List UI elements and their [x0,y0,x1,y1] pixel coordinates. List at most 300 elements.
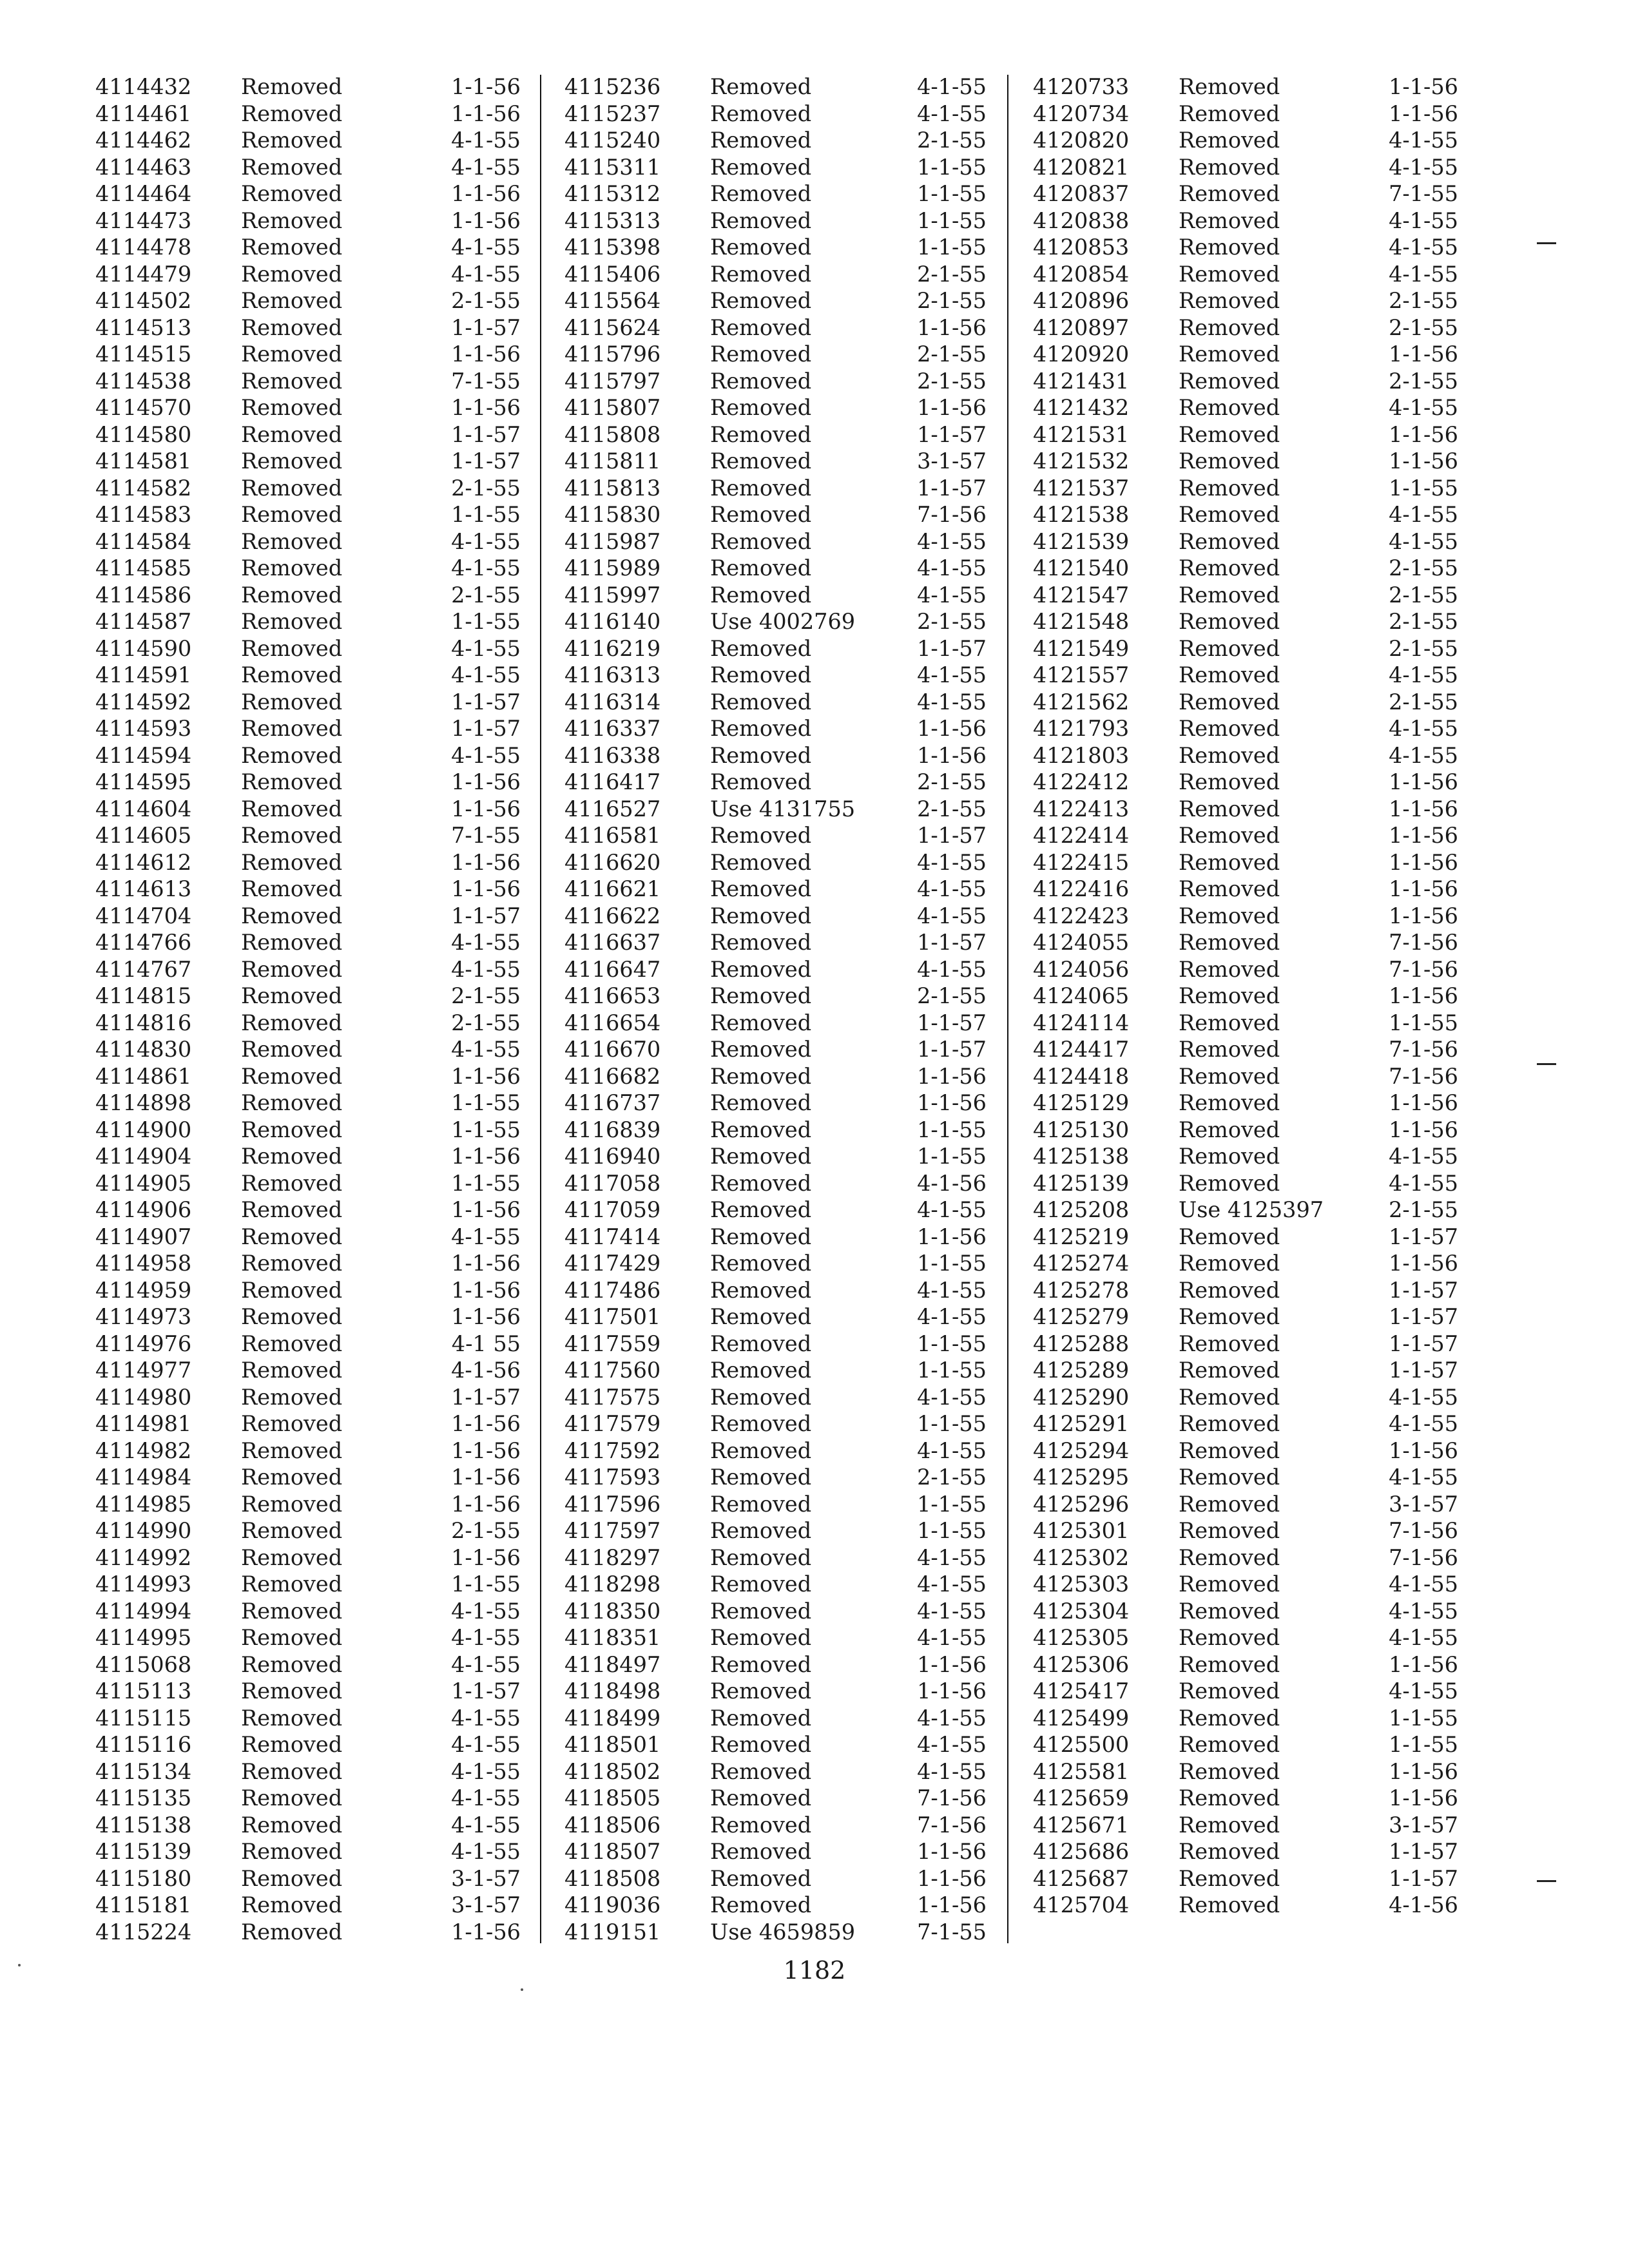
status: Use 4131755 [710,796,856,822]
effective-date: 7-1-56 [1389,1518,1458,1543]
list-row [1033,635,1458,662]
part-number: 4122416 [1033,876,1130,901]
part-number: 4114977 [95,1358,192,1383]
effective-date: 1-1-55 [917,1251,987,1276]
effective-date: 1-1-55 [451,1090,521,1115]
part-number: 4114591 [95,662,192,687]
part-number: 4125290 [1033,1384,1130,1410]
status: Removed [241,475,343,501]
list-row [1033,261,1458,288]
effective-date: 4-1-55 [917,101,987,126]
effective-date: 4-1-55 [451,1732,521,1757]
part-number: 4115237 [564,101,661,126]
list-row [95,1705,521,1732]
part-number: 4120820 [1033,128,1130,153]
status: Removed [241,101,343,126]
list-row [564,1812,987,1839]
list-row [1033,1224,1458,1251]
part-number: 4114990 [95,1518,192,1543]
status: Removed [1179,635,1280,661]
status: Removed [1179,742,1280,768]
list-row [95,394,521,421]
part-number: 4115624 [564,314,661,340]
part-number: 4114432 [95,74,192,99]
list-row [564,983,987,1010]
part-number: 4115224 [95,1919,192,1945]
part-number: 4117560 [564,1358,661,1383]
effective-date: 1-1-57 [451,314,521,340]
effective-date: 4-1-55 [1389,207,1458,233]
status: Removed [1179,181,1280,206]
part-number: 4118506 [564,1812,661,1838]
effective-date: 1-1-57 [451,1384,521,1410]
list-row [95,1464,521,1491]
part-number: 4114982 [95,1437,192,1463]
status: Removed [710,1063,812,1089]
status: Removed [1179,1170,1280,1196]
status: Removed [710,475,812,501]
status: Removed [710,716,812,741]
status: Removed [1179,528,1280,554]
status: Removed [710,1518,812,1543]
effective-date: 1-1-56 [1389,1758,1458,1784]
status: Removed [1179,1812,1280,1838]
part-number: 4115312 [564,181,661,206]
list-row [564,261,987,288]
effective-date: 2-1-55 [917,1465,987,1490]
part-number: 4114594 [95,742,192,768]
effective-date: 4-1-55 [917,1544,987,1570]
status: Removed [241,742,343,768]
effective-date: 4-1-55 [451,1785,521,1811]
status: Removed [241,74,343,99]
status: Removed [241,849,343,875]
list-row [564,1517,987,1544]
effective-date: 1-1-56 [917,395,987,420]
part-number: 4125499 [1033,1705,1130,1731]
status: Removed [241,1785,343,1811]
list-row [1033,1010,1458,1037]
effective-date: 1-1-56 [451,1277,521,1303]
effective-date: 1-1-56 [451,181,521,206]
status: Removed [241,1170,343,1196]
part-number: 4115181 [95,1892,192,1917]
status: Removed [710,1304,812,1329]
list-row [95,341,521,368]
status: Removed [241,1411,343,1436]
list-row [95,1170,521,1197]
part-number: 4116621 [564,876,661,901]
part-number: 4125704 [1033,1892,1130,1917]
list-row [1033,1117,1458,1144]
list-row [95,1010,521,1037]
status: Removed [1179,1010,1280,1035]
part-number: 4115796 [564,341,661,367]
list-row [95,1090,521,1117]
effective-date: 4-1-55 [917,528,987,554]
effective-date: 1-1-57 [917,635,987,661]
list-row [95,1063,521,1090]
status: Removed [1179,1144,1280,1169]
effective-date: 2-1-55 [917,261,987,287]
effective-date: 1-1-56 [451,395,521,420]
status: Removed [1179,1224,1280,1249]
list-row [1033,234,1458,261]
list-row [95,528,521,555]
status: Removed [241,1437,343,1463]
effective-date: 1-1-55 [917,235,987,260]
status: Removed [241,1037,343,1062]
list-row [95,234,521,261]
status: Removed [710,930,812,955]
list-row [95,1357,521,1384]
effective-date: 2-1-55 [917,983,987,1008]
list-row [95,822,521,849]
part-number: 4125305 [1033,1625,1130,1650]
part-number: 4125687 [1033,1865,1130,1891]
list-row [564,314,987,341]
effective-date: 4-1-55 [917,689,987,715]
part-number: 4114973 [95,1304,192,1329]
list-row [564,501,987,528]
list-row [1033,528,1458,555]
list-row [1033,475,1458,502]
list-row [1033,903,1458,930]
effective-date: 1-1-56 [451,796,521,822]
effective-date: 1-1-57 [451,716,521,741]
effective-date: 1-1-56 [451,1437,521,1463]
effective-date: 4-1-55 [917,662,987,687]
part-number: 4118497 [564,1651,661,1677]
effective-date: 4-1-55 [451,1625,521,1650]
status: Removed [710,368,812,394]
list-row [1033,1410,1458,1437]
part-number: 4117597 [564,1518,661,1543]
effective-date: 1-1-55 [917,154,987,180]
part-number: 4125581 [1033,1758,1130,1784]
status: Removed [710,876,812,901]
effective-date: 1-1-55 [917,181,987,206]
effective-date: 1-1-57 [917,930,987,955]
status: Removed [241,1304,343,1329]
effective-date: 4-1-55 [1389,1598,1458,1624]
effective-date: 1-1-56 [1389,769,1458,794]
status: Removed [241,1277,343,1303]
list-row [1033,154,1458,181]
list-row [95,1571,521,1598]
list-row [95,1919,521,1946]
effective-date: 2-1-55 [917,368,987,394]
status: Removed [241,448,343,474]
effective-date: 1-1-55 [1389,1705,1458,1731]
status: Removed [1179,368,1280,394]
part-number: 4114898 [95,1090,192,1115]
status: Removed [710,421,812,447]
effective-date: 1-1-56 [451,1544,521,1570]
list-row [95,555,521,582]
part-number: 4124418 [1033,1063,1130,1089]
scan-speck [521,1988,523,1991]
status: Removed [241,689,343,715]
part-number: 4117593 [564,1465,661,1490]
effective-date: 4-1-55 [917,1197,987,1222]
status: Removed [710,74,812,99]
status: Removed [710,1010,812,1035]
part-number: 4114461 [95,101,192,126]
status: Removed [241,662,343,687]
part-number: 4114907 [95,1224,192,1249]
list-row [1033,983,1458,1010]
list-row [1033,689,1458,716]
list-row [564,715,987,742]
status: Removed [241,1251,343,1276]
list-row [564,1010,987,1037]
status: Removed [241,1144,343,1169]
effective-date: 4-1-55 [451,1598,521,1624]
status: Removed [710,1678,812,1704]
effective-date: 4-1-56 [451,1358,521,1383]
effective-date: 1-1-56 [451,1063,521,1089]
part-number: 4115398 [564,235,661,260]
status: Removed [1179,1358,1280,1383]
part-number: 4116527 [564,796,661,822]
effective-date: 4-1-55 [917,849,987,875]
effective-date: 7-1-56 [1389,1063,1458,1089]
effective-date: 1-1-57 [1389,1331,1458,1356]
effective-date: 1-1-56 [451,1491,521,1517]
list-row [1033,1277,1458,1304]
part-number: 4114582 [95,475,192,501]
part-number: 4114612 [95,849,192,875]
effective-date: 3-1-57 [1389,1812,1458,1838]
effective-date: 4-1-55 [917,1384,987,1410]
effective-date: 4-1-55 [917,1598,987,1624]
effective-date: 1-1-55 [451,609,521,634]
list-row [95,1331,521,1358]
part-number: 4120734 [1033,101,1130,126]
list-row [564,1651,987,1678]
part-number: 4125138 [1033,1144,1130,1169]
effective-date: 1-1-57 [451,689,521,715]
list-row [95,127,521,154]
effective-date: 4-1-55 [1389,1384,1458,1410]
effective-date: 1-1-55 [917,1358,987,1383]
effective-date: 2-1-55 [1389,689,1458,715]
part-number: 4114502 [95,288,192,313]
part-number: 4115115 [95,1705,192,1731]
status: Removed [710,1224,812,1249]
effective-date: 1-1-56 [1389,876,1458,901]
list-row [564,180,987,207]
effective-date: 1-1-56 [917,1224,987,1249]
list-row [95,501,521,528]
effective-date: 3-1-57 [1389,1491,1458,1517]
status: Removed [1179,903,1280,928]
status: Removed [1179,341,1280,367]
status: Removed [241,1839,343,1864]
list-row [1033,1731,1458,1758]
effective-date: 1-1-56 [1389,74,1458,99]
list-row [95,154,521,181]
status: Removed [1179,101,1280,126]
part-number: 4121793 [1033,716,1130,741]
part-number: 4114473 [95,207,192,233]
margin-mark [1537,1880,1556,1882]
status: Removed [241,1331,343,1356]
status: Removed [710,1465,812,1490]
list-row [564,849,987,876]
list-row [1033,662,1458,689]
status: Removed [1179,448,1280,474]
status: Removed [241,1358,343,1383]
effective-date: 1-1-57 [917,1037,987,1062]
list-row [1033,1303,1458,1331]
list-row [564,1464,987,1491]
effective-date: 4-1-55 [451,1037,521,1062]
effective-date: 1-1-56 [451,1251,521,1276]
list-row [95,582,521,609]
effective-date: 1-1-56 [1389,903,1458,928]
list-row [564,822,987,849]
status: Removed [710,1117,812,1142]
part-number: 4121557 [1033,662,1130,687]
part-number: 4115989 [564,555,661,581]
effective-date: 2-1-55 [917,609,987,634]
status: Removed [1179,849,1280,875]
effective-date: 4-1-55 [1389,1465,1458,1490]
status: Removed [241,1651,343,1677]
status: Removed [710,1571,812,1597]
status: Removed [1179,395,1280,420]
effective-date: 4-1-55 [917,555,987,581]
list-row [95,956,521,983]
status: Removed [241,983,343,1008]
part-number: 4118508 [564,1865,661,1891]
part-number: 4114462 [95,128,192,153]
status: Removed [710,235,812,260]
list-row [1033,1196,1458,1224]
effective-date: 1-1-56 [451,1411,521,1436]
effective-date: 4-1-55 [917,1758,987,1784]
list-row [95,207,521,235]
status: Removed [710,448,812,474]
list-row [95,662,521,689]
effective-date: 1-1-56 [1389,1251,1458,1276]
status: Removed [1179,582,1280,608]
list-row [95,1303,521,1331]
list-row [564,1143,987,1170]
part-number: 4121549 [1033,635,1130,661]
effective-date: 1-1-56 [917,314,987,340]
effective-date: 1-1-56 [451,876,521,901]
status: Removed [241,1732,343,1757]
status: Removed [1179,207,1280,233]
list-row [564,662,987,689]
status: Removed [1179,796,1280,822]
column-divider-2 [1007,75,1008,1943]
effective-date: 1-1-55 [917,1117,987,1142]
part-number: 4116637 [564,930,661,955]
list-row [1033,1598,1458,1625]
list-row [1033,1678,1458,1705]
listing-column-1 [95,73,521,1945]
list-row [1033,849,1458,876]
list-row [95,1117,521,1144]
part-number: 4117414 [564,1224,661,1249]
status: Removed [241,1224,343,1249]
part-number: 4119151 [564,1919,661,1945]
status: Removed [1179,1625,1280,1650]
list-row [564,1544,987,1571]
status: Removed [1179,475,1280,501]
list-row [1033,1785,1458,1812]
list-row [95,1250,521,1277]
part-number: 4119036 [564,1892,661,1917]
effective-date: 1-1-57 [1389,1865,1458,1891]
effective-date: 1-1-56 [917,1865,987,1891]
list-row [1033,1143,1458,1170]
effective-date: 7-1-55 [917,1919,987,1945]
part-number: 4115313 [564,207,661,233]
list-row [1033,555,1458,582]
status: Removed [710,689,812,715]
list-row [95,1785,521,1812]
part-number: 4125417 [1033,1678,1130,1704]
part-number: 4114593 [95,716,192,741]
list-row [1033,1063,1458,1090]
effective-date: 1-1-56 [1389,1090,1458,1115]
part-number: 4118298 [564,1571,661,1597]
list-row [564,1919,987,1946]
status: Removed [710,154,812,180]
effective-date: 4-1-55 [917,1625,987,1650]
part-number: 4114613 [95,876,192,901]
status: Removed [241,796,343,822]
list-row [95,1812,521,1839]
list-row [95,1224,521,1251]
effective-date: 4-1-55 [917,1705,987,1731]
status: Removed [1179,1037,1280,1062]
status: Removed [241,288,343,313]
list-row [564,635,987,662]
effective-date: 1-1-56 [451,1304,521,1329]
status: Removed [241,1892,343,1917]
status: Removed [710,1170,812,1196]
status: Removed [241,1491,343,1517]
effective-date: 1-1-56 [451,341,521,367]
list-row [1033,1170,1458,1197]
status: Removed [241,395,343,420]
effective-date: 4-1-55 [451,1812,521,1838]
part-number: 4125304 [1033,1598,1130,1624]
status: Removed [710,128,812,153]
part-number: 4115406 [564,261,661,287]
status: Removed [241,1571,343,1597]
effective-date: 1-1-57 [1389,1304,1458,1329]
list-row [95,715,521,742]
status: Removed [710,823,812,848]
status: Removed [710,555,812,581]
list-row [95,1277,521,1304]
effective-date: 1-1-57 [917,1010,987,1035]
effective-date: 1-1-56 [451,1465,521,1490]
list-row [564,234,987,261]
status: Removed [710,1411,812,1436]
effective-date: 7-1-55 [451,823,521,848]
part-number: 4114538 [95,368,192,394]
list-row [95,903,521,930]
effective-date: 1-1-57 [917,823,987,848]
